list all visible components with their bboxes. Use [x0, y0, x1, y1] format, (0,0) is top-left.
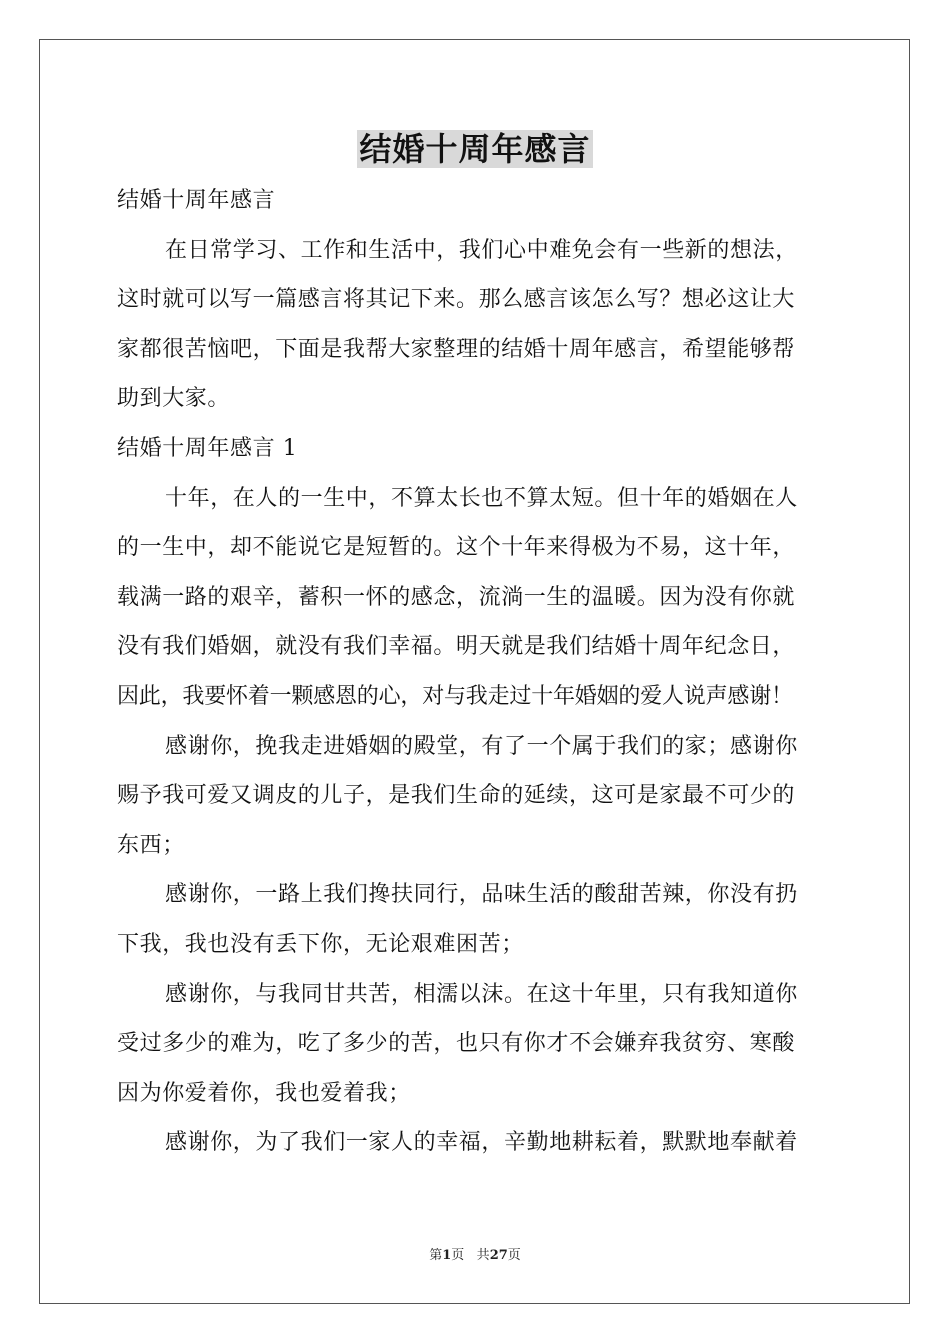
body-text-line: 感谢你，挽我走进婚姻的殿堂，有了一个属于我们的家；感谢你 [165, 733, 798, 759]
body-text-line: 结婚十周年感言 1 [117, 435, 298, 461]
body-text-line: 下我，我也没有丢下你，无论艰难困苦； [117, 931, 524, 957]
total-page-count: 27 [489, 1248, 508, 1263]
document-title-text: 结婚十周年感言 [359, 130, 591, 168]
body-text-line: 东西； [117, 832, 185, 858]
document-body [117, 176, 835, 1168]
page-prefix: 第 [429, 1248, 443, 1263]
body-text-line: 载满一路的艰辛，蓄积一怀的感念，流淌一生的温暖。因为没有你就 [117, 584, 796, 610]
body-text-line: 十年，在人的一生中，不算太长也不算太短。但十年的婚姻在人 [165, 485, 798, 511]
body-text-line: 结婚十周年感言 [117, 188, 276, 213]
body-text-line: 在日常学习、工作和生活中，我们心中难免会有一些新的想法， [165, 237, 798, 263]
body-text-line: 这时就可以写一篇感言将其记下来。那么感言该怎么写？想必这让大 [117, 287, 796, 313]
body-text-line: 赐予我可爱又调皮的儿子，是我们生命的延续，这可是家最不可少的 [117, 783, 796, 809]
body-text-line: 感谢你，一路上我们搀扶同行，品味生活的酸甜苦辣，你没有扔 [165, 882, 798, 908]
body-text-line: 家都很苦恼吧，下面是我帮大家整理的结婚十周年感言，希望能够帮 [117, 336, 796, 362]
body-text-line: 没有我们婚姻，就没有我们幸福。明天就是我们结婚十周年纪念日， [117, 634, 796, 660]
page-footer [0, 1246, 950, 1266]
current-page-number: 1 [442, 1248, 452, 1263]
page-suffix: 页 [451, 1248, 465, 1263]
body-text-line: 的一生中，却不能说它是短暂的。这个十年来得极为不易，这十年， [117, 535, 796, 561]
body-text-line: 受过多少的难为，吃了多少的苦，也只有你才不会嫌弃我贫穷、寒酸 [117, 1031, 796, 1057]
body-text-line: 感谢你，与我同甘共苦，相濡以沫。在这十年里，只有我知道你 [165, 981, 798, 1007]
body-text-line: 助到大家。 [117, 386, 231, 412]
body-text-line: 因为你爱着你，我也爱着我； [117, 1080, 411, 1106]
total-suffix: 页 [507, 1248, 521, 1263]
body-text-line: 因此，我要怀着一颗感恩的心，对与我走过十年婚姻的爱人说声感谢！ [117, 683, 793, 709]
document-title [0, 126, 950, 172]
total-prefix: 共 [476, 1248, 490, 1263]
body-text-line: 感谢你，为了我们一家人的幸福，辛勤地耕耘着，默默地奉献着 [165, 1130, 798, 1156]
